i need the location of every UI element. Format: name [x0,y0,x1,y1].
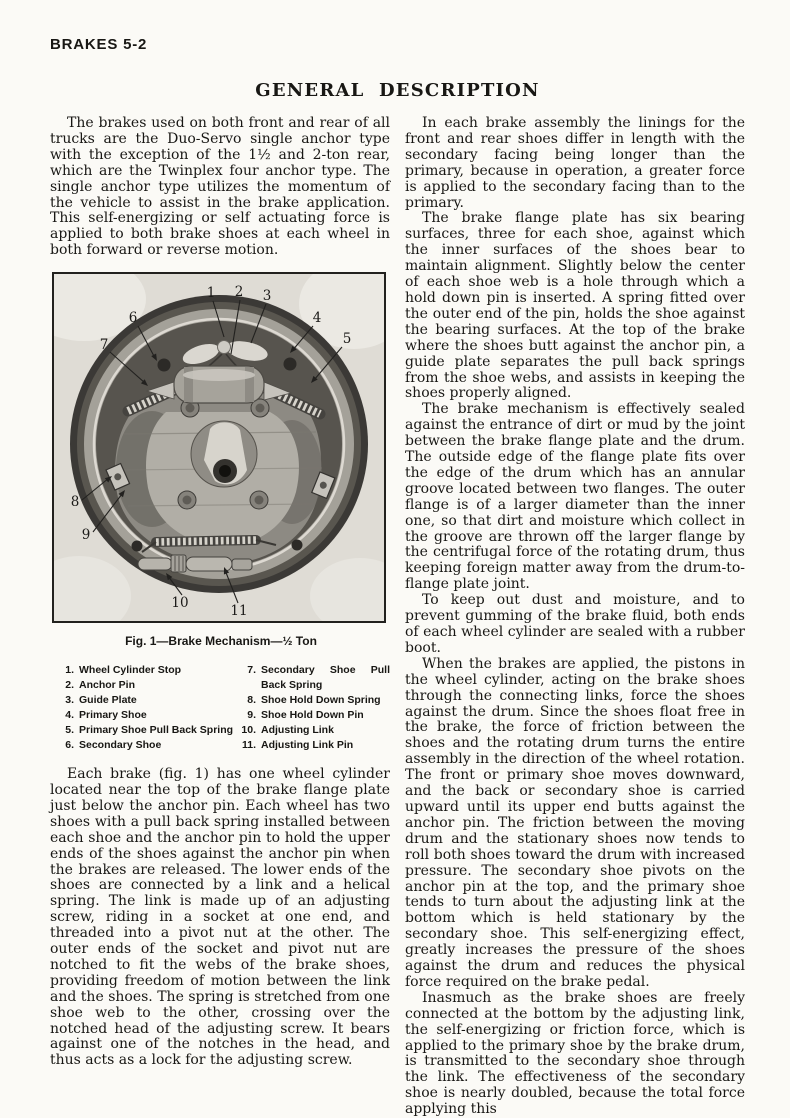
paragraph: In each brake assembly the linings for the front and rear shoes differ in length with the secondary facing being longer than the primary, because in operation, a greater force is applied to the secondary facing than to the primary. [405,115,745,211]
legend-label: Anchor Pin [79,679,136,692]
legend-number: 9. [247,709,256,722]
legend-item [56,708,238,723]
paragraph: The brake flange plate has six bearing surfaces, three for each shoe, against which the inner surfaces of the shoes bear to maintain alignment. Slightly below the center of each shoe web is a hole through which a hold down pin is inserted. A spring fitted over the outer end of the pin, holds the shoe against the bearing surfaces. At the top of the brake where the shoes butt against the anchor pin, a guide plate separates the pull back springs from the shoe webs, and assists in keeping the shoes properly aligned. [405,210,745,402]
page-header: BRAKES 5-2 [50,36,148,53]
paragraph: Each brake (fig. 1) has one wheel cylinder located near the top of the brake flange plate just below the anchor pin. Each wheel has two shoes with a pull back spring installed between each shoe and the anchor pin to hold the upper ends of the shoes against the anchor pin when the brakes are released. The lower ends of the shoes are connected by a link and a helical spring. The link is made up of an adjusting screw, riding in a socket at one end, and threaded into a pivot nut at the other. The outer ends of the socket and pivot nut are notched to fit the webs of the brake shoes, providing freedom of motion between the link and the shoes. The spring is stretched from one shoe web to the other, crossing over the notched head of the adjusting screw. It bears against one of the notches in the head, and thus acts as a lock for the adjusting screw. [50,766,390,1069]
legend-label: Shoe Hold Down Pin [261,709,364,722]
legend-column-left [56,663,238,753]
legend-number: 7. [247,664,256,677]
legend-label: Adjusting Link Pin [261,739,354,752]
figure-frame [52,272,386,623]
paragraph: When the brakes are applied, the pistons in the wheel cylinder, acting on the brake shoes through the connecting links, force the shoes against the drum. Since the shoes float free in the brake, the force of friction between the shoes and the rotating drum turns the entire assembly in the direction of the wheel rotation. The front or primary shoe moves downward, and the back or secondary shoe is carried upward until its upper end butts against the anchor pin. The friction between the moving drum and the stationary shoes now tends to roll both shoes toward the drum with increased pressure. The secondary shoe pivots on the anchor pin at the top, and the primary shoe tends to turn about the adjusting link at the bottom which is held stationary by the secondary shoe. This self-energizing effect, greatly increases the pressure of the shoes against the drum and reduces the physical force required on the brake pedal. [405,655,745,990]
legend-item [238,693,390,708]
figure-callout: 4 [312,310,322,327]
two-column-layout [50,116,745,1118]
legend-label: Shoe Hold Down Spring [261,694,381,707]
legend-number: 5. [65,724,74,737]
legend-item [56,738,238,753]
section-title: GENERAL DESCRIPTION [255,80,540,101]
figure-callout: 8 [70,494,80,511]
legend-number: 1. [65,664,74,677]
figure-callout: 7 [99,337,109,354]
legend-label: Primary Shoe Pull Back Spring [79,724,234,737]
right-column [405,116,745,1118]
legend-label: Primary Shoe [79,709,147,722]
legend-label: Adjusting Link [261,724,334,737]
figure-callout: 2 [234,284,244,301]
figure-callout: 3 [262,288,272,305]
legend-number: 6. [65,739,74,752]
legend-label: Guide Plate [79,694,137,707]
legend-item [56,693,238,708]
legend-number: 11. [241,739,256,752]
left-column [50,116,390,1118]
legend-label: Wheel Cylinder Stop [79,664,182,677]
figure-caption: Fig. 1—Brake Mechanism—½ Ton [125,634,317,649]
legend-item [56,723,238,738]
figure-callout: 5 [342,331,352,348]
legend-item [238,708,390,723]
figure-legend [56,663,390,753]
legend-number: 4. [65,709,74,722]
legend-item [56,678,238,693]
paragraph: The brake mechanism is effectively sealed against the entrance of dirt or mud by the joint between the brake flange plate and the drum. The outside edge of the flange plate fits over the edge of the drum which has an annular groove located between two flanges. The outer flange is of a larger diameter than the inner one, so that dirt and moisture which collect in the groove are thrown off the larger flange by the centrifugal force of the rotating drum, thus keeping foreign matter away from the drum-to-flange plate joint. [405,401,745,593]
legend-column-right [238,663,390,753]
legend-label: Secondary Shoe Pull Back Spring [261,664,390,692]
figure-block [52,272,390,753]
figure-callout: 10 [171,595,189,612]
figure-callout: 9 [81,527,91,544]
legend-item [238,663,390,693]
paragraph: To keep out dust and moisture, and to prevent gumming of the brake fluid, both ends of each wheel cylinder are sealed with a rubber boot. [405,592,745,656]
legend-item [238,738,390,753]
legend-item [56,663,238,678]
legend-label: Secondary Shoe [79,739,162,752]
legend-number: 10. [241,724,256,737]
legend-number: 2. [65,679,74,692]
legend-number: 3. [65,694,74,707]
paragraph: Inasmuch as the brake shoes are freely connected at the bottom by the adjusting link, the self-energizing or friction force, which is applied to the primary shoe by the brake drum, is transmitted to the secondary shoe through the link. The effectiveness of the secondary shoe is nearly doubled, because the total force applying this [405,989,745,1118]
paragraph: The brakes used on both front and rear of all trucks are the Duo-Servo single anchor type with the exception of the 1½ and 2-ton rear, which are the Twinplex four anchor type. The single anchor type utilizes the momentum of the vehicle to assist in the brake application. This self-energizing or self actuating force is applied to both brake shoes at each wheel in both forward or reverse motion. [50,115,390,259]
legend-item [238,723,390,738]
brake-mechanism-figure [54,274,384,621]
figure-callout: 1 [206,285,216,302]
figure-callout: 11 [230,603,248,620]
figure-callout: 6 [128,310,138,327]
legend-number: 8. [247,694,256,707]
